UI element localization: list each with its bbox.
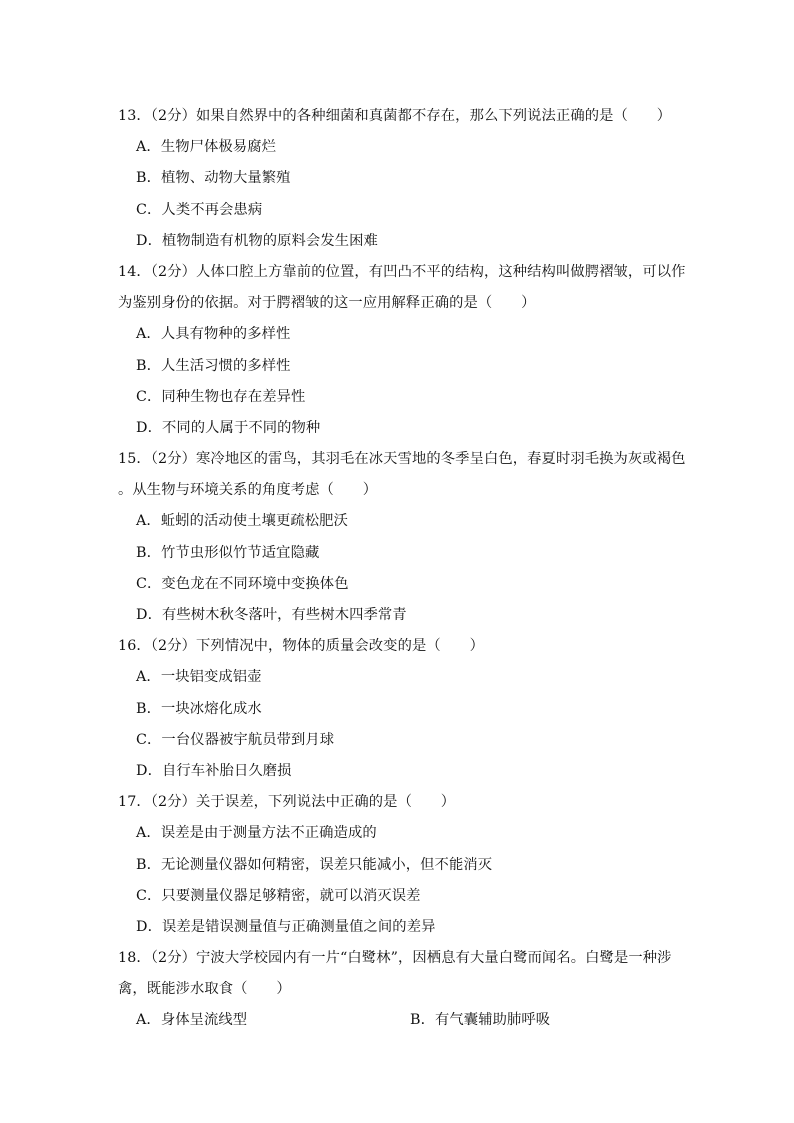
question-13-option-d: D．植物制造有机物的原料会发生困难: [136, 232, 378, 249]
question-18-stem: 18．（2分）宁波大学校园内有一片“白鹭林”，因栖息有大量白鹭而闻名。白鹭是一种涉: [118, 950, 672, 967]
question-14-option-a: A．人具有物种的多样性: [136, 326, 291, 343]
question-17-option-c: C．只要测量仪器足够精密，就可以消灭误差: [136, 887, 421, 904]
question-13-option-b: B．植物、动物大量繁殖: [136, 170, 291, 187]
question-17: [118, 787, 688, 943]
question-14: [118, 257, 688, 444]
question-list: [118, 101, 688, 1037]
question-13-option-a: A．生物尸体极易腐烂: [136, 139, 276, 156]
question-16-option-a: A．一块铝变成铝壶: [136, 669, 262, 686]
question-15-stem-continued: 。从生物与环境关系的角度考虑（ ）: [118, 482, 378, 499]
question-15-option-d: D．有些树木秋冬落叶，有些树木四季常青: [136, 607, 407, 623]
question-13: [118, 101, 688, 257]
question-15-option-a: A．蚯蚓的活动使土壤更疏松肥沃: [136, 513, 348, 530]
question-17-option-a: A．误差是由于测量方法不正确造成的: [136, 825, 377, 842]
question-15-option-c: C．变色龙在不同环境中变换体色: [136, 575, 349, 592]
question-14-stem: 14．（2分）人体口腔上方靠前的位置，有凹凸不平的结构，这种结构叫做腭褶皱，可以作: [118, 263, 686, 280]
question-13-stem: 13．（2分）如果自然界中的各种细菌和真菌都不存在，那么下列说法正确的是（ ）: [118, 108, 672, 124]
question-16-option-c: C．一台仪器被宇航员带到月球: [136, 731, 335, 748]
question-18-option-b: B．有气囊辅助肺呼吸: [410, 1012, 551, 1029]
question-14-option-d: D．不同的人属于不同的物种: [136, 419, 321, 436]
question-15-option-b: B．竹节虫形似竹节适宜隐藏: [136, 544, 320, 561]
question-14-stem-continued: 为鉴别身份的依据。对于腭褶皱的这一应用解释正确的是（ ）: [118, 295, 536, 312]
question-14-option-b: B．人生活习惯的多样性: [136, 357, 291, 374]
question-16: [118, 631, 688, 787]
question-16-option-b: B．一块冰熔化成水: [136, 700, 262, 717]
question-15: [118, 444, 688, 631]
question-17-option-b: B．无论测量仪器如何精密，误差只能减小，但不能消灭: [136, 856, 493, 873]
question-13-option-c: C．人类不再会患病: [136, 201, 263, 218]
question-18-stem-continued: 禽，既能涉水取食（ ）: [118, 981, 291, 998]
question-14-option-c: C．同种生物也存在差异性: [136, 388, 306, 405]
question-15-stem: 15．（2分）寒冷地区的雷鸟，其羽毛在冰天雪地的冬季呈白色，春夏时羽毛换为灰或褐色: [118, 451, 686, 468]
question-17-option-d: D．误差是错误测量值与正确测量值之间的差异: [136, 918, 436, 935]
question-18: [118, 943, 688, 1037]
question-18-options-row: [118, 1005, 688, 1036]
question-16-stem: 16．（2分）下列情况中，物体的质量会改变的是（ ）: [118, 638, 484, 655]
question-18-option-a: A．身体呈流线型: [136, 1012, 248, 1029]
question-16-option-d: D．自行车补胎日久磨损: [136, 762, 292, 779]
question-17-stem: 17．（2分）关于误差，下列说法中正确的是（ ）: [118, 794, 456, 811]
